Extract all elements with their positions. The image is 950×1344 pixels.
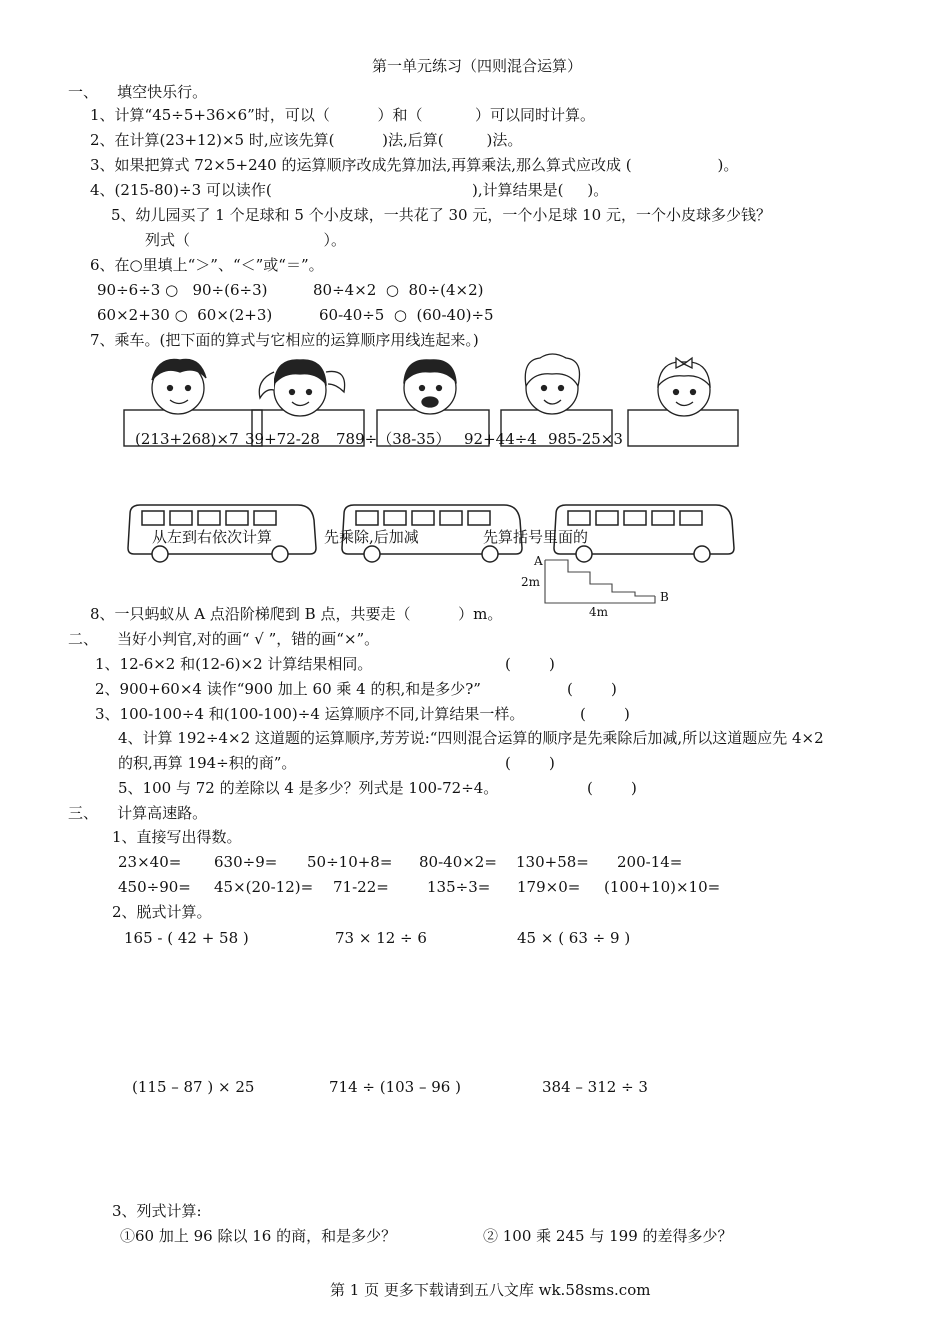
- page-footer: 第 1 页 更多下载请到五八文库 wk.58sms.com: [330, 1281, 651, 1299]
- question-1-6: 6、在○里填上“＞”、“＜”或“＝”。: [90, 256, 324, 274]
- judge-4-paren: ( ): [505, 754, 555, 772]
- kid-face-5: [658, 358, 710, 416]
- stairs-label-a: A: [534, 554, 543, 568]
- word-calc-2: ② 100 乘 245 与 199 的差得多少？: [483, 1227, 733, 1245]
- question-1-5-formula: 列式（ ）。: [145, 231, 347, 249]
- step-calc-3: 45 × ( 63 ÷ 9 ): [517, 929, 631, 947]
- bus-label-2: 先乘除,后加减: [324, 528, 419, 546]
- judge-4-cont: 的积,再算 194÷积的商”。: [118, 754, 297, 772]
- stairs-label-b: B: [660, 590, 669, 604]
- compare-row1-b: 80÷4×2 ○ 80÷(4×2): [313, 281, 484, 299]
- expression-5: 985-25×3: [548, 430, 623, 448]
- step-calc-5: 714 ÷ (103 – 96 ): [329, 1078, 461, 1096]
- compare-row2-a: 60×2+30 ○ 60×(2+3): [97, 306, 273, 324]
- section-three-heading: 三、 计算高速路。: [68, 804, 208, 822]
- section-two-heading: 二、 当好小判官,对的画“ √ ”，错的画“×”。: [68, 630, 380, 648]
- question-1-8: 8、一只蚂蚁从 A 点沿阶梯爬到 B 点，共要走（ ）m。: [90, 605, 503, 623]
- judge-1: 1、12-6×2 和(12-6)×2 计算结果相同。: [95, 655, 373, 673]
- oral-1: 23×40=: [118, 853, 182, 871]
- question-1-2: 2、在计算(23+12)×5 时,应该先算( )法,后算( )法。: [90, 131, 523, 149]
- kid-face-4: [525, 354, 579, 414]
- bus-label-3: 先算括号里面的: [483, 528, 589, 546]
- expression-4: 92+44÷4: [464, 430, 537, 448]
- oral-12: (100+10)×10=: [604, 878, 721, 896]
- oral-4: 80-40×2=: [419, 853, 497, 871]
- expression-1: (213+268)×7: [135, 430, 239, 448]
- compare-row1-a: 90÷6÷3 ○ 90÷(6÷3): [97, 281, 268, 299]
- page-title: 第一单元练习（四则混合运算）: [372, 57, 583, 75]
- question-1-5: 5、幼儿园买了 1 个足球和 5 个小皮球，一共花了 30 元，一个小足球 10 元，一个小皮球多少钱？: [111, 206, 771, 224]
- judge-3: 3、100-100÷4 和(100-100)÷4 运算顺序不同,计算结果一样。: [95, 705, 525, 723]
- oral-7: 450÷90=: [118, 878, 191, 896]
- judge-1-paren: ( ): [505, 655, 555, 673]
- kid-face-1: [152, 359, 206, 414]
- bus-label-1: 从左到右依次计算: [152, 528, 273, 546]
- step-calc-6: 384 – 312 ÷ 3: [542, 1078, 648, 1096]
- step-calc-4: (115 – 87 ) × 25: [132, 1078, 255, 1096]
- compare-row2-b: 60-40÷5 ○ (60-40)÷5: [319, 306, 494, 324]
- oral-9: 71-22=: [333, 878, 389, 896]
- word-calc-1: ①60 加上 96 除以 16 的商，和是多少？: [120, 1227, 397, 1245]
- stairs-label-width: 4m: [589, 605, 609, 619]
- kid-face-2: [259, 360, 344, 416]
- sub-word-calc: 3、列式计算:: [112, 1202, 202, 1220]
- oral-6: 200-14=: [617, 853, 683, 871]
- step-calc-1: 165 - ( 42 + 58 ): [124, 929, 249, 947]
- expression-3: 789÷（38-35）: [336, 430, 451, 448]
- question-1-7: 7、乘车。(把下面的算式与它相应的运算顺序用线连起来。): [90, 331, 479, 349]
- expression-2: 39+72-28: [245, 430, 320, 448]
- judge-5: 5、100 与 72 的差除以 4 是多少？列式是 100-72÷4。: [118, 779, 499, 797]
- question-1-4: 4、(215-80)÷3 可以读作( ),计算结果是( )。: [90, 181, 609, 199]
- judge-3-paren: ( ): [580, 705, 630, 723]
- judge-2: 2、900+60×4 读作“900 加上 60 乘 4 的积,和是多少?”: [95, 680, 481, 698]
- oral-8: 45×(20-12)=: [214, 878, 314, 896]
- judge-4: 4、计算 192÷4×2 这道题的运算顺序,芳芳说:“四则混合运算的顺序是先乘除后加减,所以这道题应先 4×2: [118, 729, 824, 747]
- oral-3: 50÷10+8=: [307, 853, 393, 871]
- sub-step-calc: 2、脱式计算。: [112, 903, 212, 921]
- stairs-label-height: 2m: [521, 575, 541, 589]
- question-1-1: 1、计算“45÷5+36×6”时，可以（ ）和（ ）可以同时计算。: [90, 106, 595, 124]
- stairs-figure: [545, 560, 655, 603]
- step-calc-2: 73 × 12 ÷ 6: [335, 929, 427, 947]
- judge-5-paren: ( ): [587, 779, 637, 797]
- question-1-3: 3、如果把算式 72×5+240 的运算顺序改成先算加法,再算乘法,那么算式应改成 ( )。: [90, 156, 739, 174]
- sub-direct-answers: 1、直接写出得数。: [112, 828, 242, 846]
- oral-2: 630÷9=: [214, 853, 278, 871]
- judge-2-paren: ( ): [567, 680, 617, 698]
- oral-10: 135÷3=: [427, 878, 491, 896]
- oral-11: 179×0=: [517, 878, 581, 896]
- oral-5: 130+58=: [516, 853, 589, 871]
- kid-face-3: [404, 360, 456, 414]
- section-one-heading: 一、 填空快乐行。: [68, 83, 208, 101]
